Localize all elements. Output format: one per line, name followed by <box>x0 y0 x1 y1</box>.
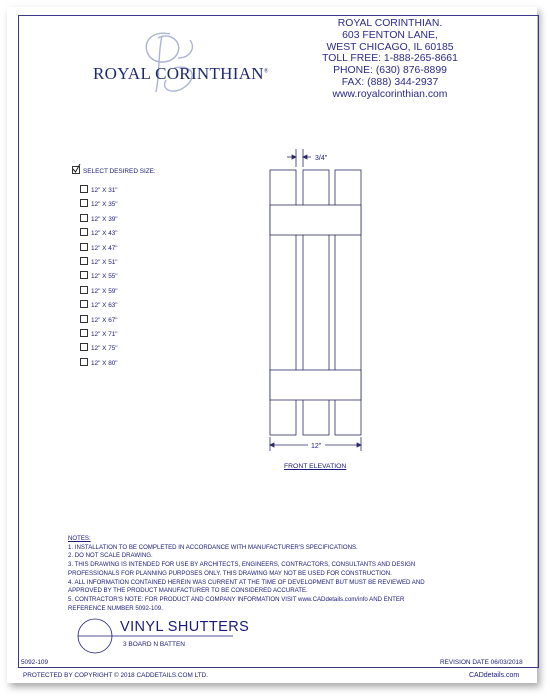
note-line: 4. ALL INFORMATION CONTAINED HEREIN WAS CURRENT AT THE TIME OF DEVELOPMENT BUT MUST BE REVIEWED AND <box>68 578 425 586</box>
size-selector-heading: SELECT DESIRED SIZE: <box>72 166 156 175</box>
note-line: 5. CONTRACTOR'S NOTE: FOR PRODUCT AND COMPANY INFORMATION VISIT www.CADdetails.com/info AND ENTER <box>68 595 405 603</box>
company-toll-free: TOLL FREE: 1-888-265-8661 <box>322 53 458 65</box>
note-line: REFERENCE NUMBER 5092-109. <box>68 604 163 612</box>
gap-dimension-label: 3/4" <box>315 155 328 162</box>
checkbox-icon[interactable] <box>80 214 88 222</box>
company-address-1: 603 FENTON LANE, <box>342 29 438 41</box>
note-line: 3. THIS DRAWING IS INTENDED FOR USE BY ARCHITECTS, ENGINEERS, CONTRACTORS, CONSULTANTS AND DESIGN <box>68 561 416 569</box>
company-fax: FAX: (888) 344-2937 <box>341 76 439 88</box>
check-icon <box>72 166 80 174</box>
notes-heading: NOTES: <box>68 535 91 542</box>
company-name: ROYAL CORINTHIAN. <box>337 18 443 29</box>
drawing-number: 5092-109 <box>21 659 49 666</box>
size-option[interactable]: 12" X 63" <box>80 300 118 310</box>
company-phone: PHONE: (630) 876-8899 <box>333 65 447 77</box>
checkbox-icon[interactable] <box>80 271 88 279</box>
copyright-footer: PROTECTED BY COPYRIGHT © 2018 CADDETAILS.COM LTD. <box>23 672 208 679</box>
size-option[interactable]: 12" X 75" <box>80 343 118 353</box>
drawing-title: VINYL SHUTTERS <box>120 619 250 635</box>
width-dimension-label: 12" <box>311 443 322 450</box>
checkbox-icon[interactable] <box>80 199 88 207</box>
size-option[interactable]: 12" X 80" <box>80 358 118 368</box>
size-option[interactable]: 12" X 47" <box>80 243 118 253</box>
drawing-subtitle: 3 BOARD N BATTEN <box>123 641 186 648</box>
size-option[interactable]: 12" X 31" <box>80 185 118 195</box>
notes-block <box>68 535 425 613</box>
logo-wordmark: ROYAL CORINTHIAN® <box>93 64 269 83</box>
size-option[interactable]: 12" X 67" <box>80 315 118 325</box>
checkbox-icon[interactable] <box>80 343 88 351</box>
size-option[interactable]: 12" X 39" <box>80 214 118 224</box>
shutter-elevation-drawing <box>255 145 375 455</box>
checkbox-icon[interactable] <box>80 286 88 294</box>
note-line: PROFESSIONALS FOR PLANNING PURPOSES ONLY. THIS DRAWING MAY NOT BE USED FOR CONSTRUCTION. <box>68 569 392 577</box>
caddetails-link[interactable]: CADdetails.com <box>469 672 520 679</box>
size-option[interactable]: 12" X 71" <box>80 329 118 339</box>
size-option[interactable]: 12" X 43" <box>80 228 118 238</box>
checkbox-icon[interactable] <box>80 358 88 366</box>
company-website[interactable]: www.royalcorinthian.com <box>332 88 448 100</box>
checkbox-icon[interactable] <box>80 300 88 308</box>
checkbox-icon[interactable] <box>80 257 88 265</box>
front-elevation-label: FRONT ELEVATION <box>284 463 347 470</box>
company-info <box>300 18 480 101</box>
size-option[interactable]: 12" X 59" <box>80 286 118 296</box>
checkbox-icon[interactable] <box>80 315 88 323</box>
note-line: 2. DO NOT SCALE DRAWING. <box>68 552 153 560</box>
size-option[interactable]: 12" X 51" <box>80 257 118 267</box>
revision-date: REVISION DATE 06/03/2018 <box>440 659 523 666</box>
checkbox-icon[interactable] <box>80 243 88 251</box>
size-option[interactable]: 12" X 35" <box>80 199 118 209</box>
checkbox-icon[interactable] <box>80 329 88 337</box>
company-address-2: WEST CHICAGO, IL 60185 <box>326 41 454 53</box>
checkbox-icon[interactable] <box>80 228 88 236</box>
size-option[interactable]: 12" X 55" <box>80 271 118 281</box>
note-line: 1. INSTALLATION TO BE COMPLETED IN ACCORDANCE WITH MANUFACTURER'S SPECIFICATIONS. <box>68 543 358 551</box>
note-line: APPROVED BY THE PRODUCT MANUFACTURER TO BE CONSIDERED ACCURATE. <box>68 587 308 595</box>
checkbox-icon[interactable] <box>80 185 88 193</box>
